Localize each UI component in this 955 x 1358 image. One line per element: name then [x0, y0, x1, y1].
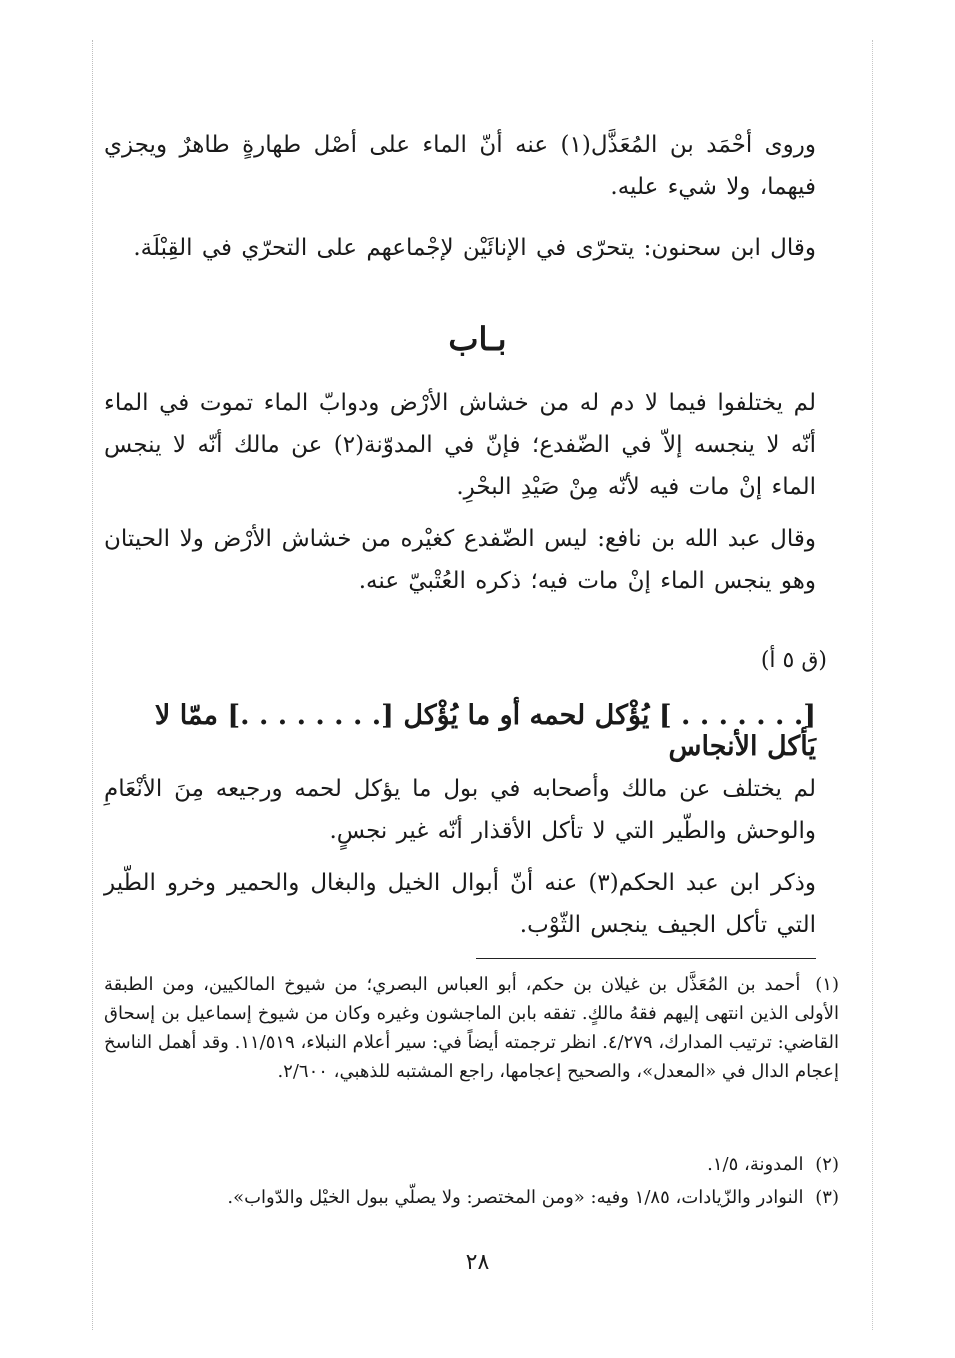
- footnote-2: [104, 1150, 839, 1179]
- footnote-1: [104, 970, 839, 1086]
- paragraph-1: وروى أحْمَد بن المُعَذَّل(١) عنه أنّ الماء على أصْل طهارةٍ طاهرٌ ويجزي فيهما، ولا شيء عليه.: [104, 132, 816, 200]
- page-number: ٢٨: [465, 1250, 490, 1275]
- paragraph-3: لم يختلفوا فيما لا دم له من خشاش الأرْض ودوابّ الماء تموت في الماء أنّه لا ينجسه إلاّ في الضّفدع؛ فإنّ في المدوّنة(٢) عن مالك أنّه لا ينجس الماء إنْ مات فيه لأنّه مِنْ صَيْدِ البحْرِ.: [104, 390, 816, 500]
- manuscript-folio-marker: (ق ٥ أ): [760, 648, 827, 673]
- paragraph-2: وقال ابن سحنون: يتحرّى في الإنائَيْن لإجْماعهم على التحرّي في القِبْلَة.: [133, 235, 816, 261]
- footnote-2-number: (٢): [815, 1154, 839, 1175]
- footnote-1-text: أحمد بن المُعَذَّل بن غيلان بن حكم، أبو العباس البصري؛ من شيوخ المالكيين، ومن الطبقة الأولى الذين انتهى إليهم فقهُ مالكٍ. تفقه بابن الماجشون وغيره وكان من شيوخ إسماعيل بن إسحاق القاضي: ترتيب المدارك، ٤/٢٧٩. انظر ترجمته أيضاً في: سير أعلام النبلاء، ١١/٥١٩. وقد أهمل الناسخ إعجام الدال في «المعدل»، والصحيح إعجامها، راجع المشتبه للذهبي، ٢/٦٠٠.: [104, 974, 839, 1082]
- paragraph-6: وذكر ابن عبد الحكم(٣) عنه أنّ أبوال الخيل والبغال والحمير وخرو الطّير التي تأكل الجيف ينجس الثّوْب.: [104, 870, 816, 938]
- paragraph-5: لم يختلف عن مالك وأصحابه في بول ما يؤكل لحمه ورجيعه مِنَ الأنْعَامِ والوحش والطّير التي لا تأكل الأقذار أنّه غير نجسٍ.: [104, 776, 816, 844]
- scan-edge-right: [872, 40, 873, 1330]
- section-heading: بـاب: [448, 320, 507, 358]
- scan-edge-left: [92, 40, 93, 1330]
- paragraph-4: وقال عبد الله بن نافع: ليس الضّفدع كغيْره من خشاش الأرْض ولا الحيتان وهو ينجس الماء إنْ مات فيه؛ ذكره العُتْبيّ عنه.: [104, 526, 816, 594]
- chapter-subheading: [. . . . . . . ] يُؤْكل لحمه أو ما يُؤْكل [. . . . . . . .] ممّا لا يَأكل الأنجاس: [154, 700, 816, 762]
- footnote-3-text: النوادر والزّيادات، ١/٨٥ وفيه: «ومن المختصر: ولا يصلّي ببول الخيْل والدّواب».: [227, 1187, 804, 1208]
- footnote-3-number: (٣): [815, 1187, 839, 1208]
- footnote-3: [104, 1183, 839, 1212]
- footnote-2-text: المدونة، ١/٥.: [707, 1154, 804, 1175]
- footnote-1-number: (١): [815, 974, 839, 995]
- footnote-separator: [476, 958, 816, 959]
